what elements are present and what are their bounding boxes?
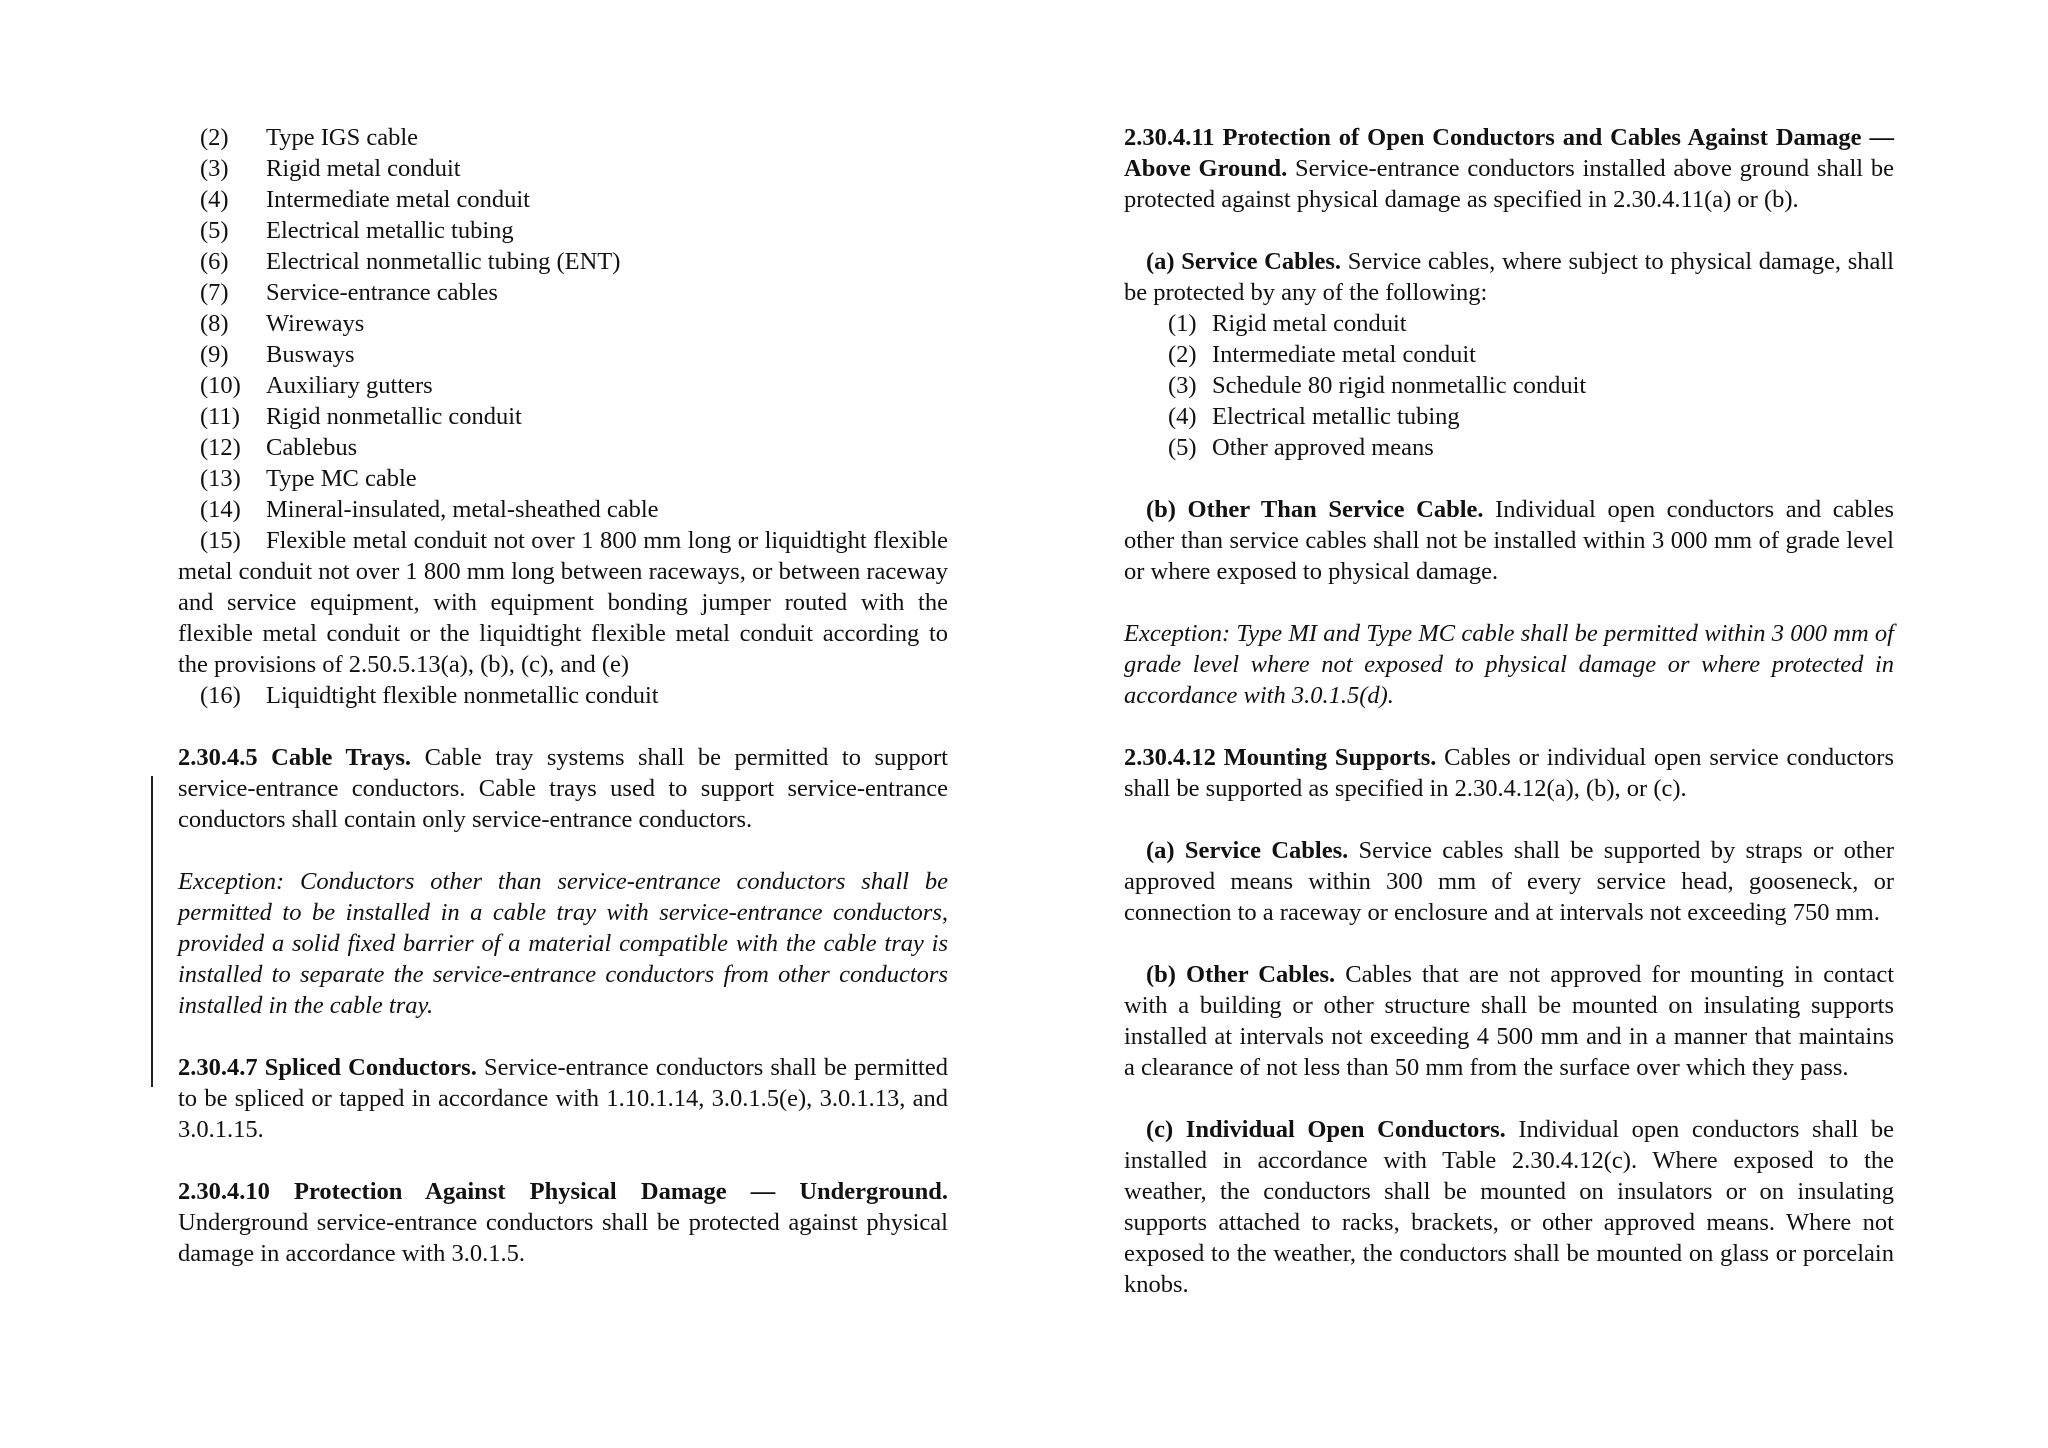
item-text: Electrical nonmetallic tubing (ENT) <box>266 248 621 275</box>
section-heading: 2.30.4.7 Spliced Conductors. <box>178 1054 477 1081</box>
subsection-heading: (c) Individual Open Conductors. <box>1146 1116 1506 1143</box>
item-number: (3) <box>1168 372 1197 399</box>
list-item <box>178 215 948 246</box>
item-number: (5) <box>1168 434 1197 461</box>
item-number: (9) <box>200 341 229 368</box>
raceway-list <box>178 122 948 525</box>
item-number: (2) <box>200 124 229 151</box>
item-number: (4) <box>200 186 229 213</box>
item-text: Other approved means <box>1212 434 1434 461</box>
item-text: Intermediate metal conduit <box>266 186 530 213</box>
item-number: (2) <box>1168 341 1197 368</box>
list-item <box>178 246 948 277</box>
list-item <box>178 494 948 525</box>
left-column <box>178 122 948 1269</box>
exception-type-mi-mc: Exception: Type MI and Type MC cable shall be permitted within 3 000 mm of grade level where not exposed to physical damage or where protected in accordance with 3.0.1.5(d). <box>1124 620 1894 709</box>
subsection-body: Cables that are not approved for mounting in contact with a building or other structure shall be mounted on insulating supports installed at intervals not exceeding 4 500 mm and in a manner that maintains a clearance of not less than 50 mm from the surface over which they pass. <box>1124 961 1894 1081</box>
list-item <box>178 122 948 153</box>
list-item <box>1124 308 1894 339</box>
item-text: Flexible metal conduit not over 1 800 mm long or liquidtight flexible metal conduit not over 1 800 mm long between raceways, or between raceway and service equipment, with equipment bonding jumper routed with the flexible metal conduit or the liquidtight flexible metal conduit according to the provisions of 2.50.5.13(a), (b), (c), and (e) <box>178 527 948 678</box>
item-number: (14) <box>200 496 241 523</box>
section-heading: 2.30.4.11 Protection of Open Conductors and Cables Against Damage — Above Ground. <box>1124 124 1894 182</box>
revision-change-bar <box>151 776 153 1087</box>
item-number: (3) <box>200 155 229 182</box>
section-body: Underground service-entrance conductors shall be protected against physical damage in accordance with 3.0.1.5. <box>178 1209 948 1267</box>
section-heading: 2.30.4.5 Cable Trays. <box>178 744 412 771</box>
section-spliced-conductors <box>178 1052 948 1145</box>
list-item <box>1124 370 1894 401</box>
section-body: Cable tray systems shall be permitted to support service-entrance conductors. Cable trays used to support service-entrance conductors shall contain only service-entrance conductors. <box>178 744 948 833</box>
subsection-other-than-service-cable <box>1124 494 1894 587</box>
right-column <box>1124 122 1894 1300</box>
item-text: Type MC cable <box>266 465 417 492</box>
section-mounting-supports <box>1124 742 1894 804</box>
subsection-service-cables <box>1124 246 1894 308</box>
item-text: Type IGS cable <box>266 124 419 151</box>
subsection-heading: (a) Service Cables. <box>1146 248 1342 275</box>
subsection-individual-open-conductors <box>1124 1114 1894 1300</box>
subsection-heading: (b) Other Cables. <box>1146 961 1336 988</box>
item-text: Rigid nonmetallic conduit <box>266 403 522 430</box>
item-number: (7) <box>200 279 229 306</box>
item-number: (1) <box>1168 310 1197 337</box>
item-number: (8) <box>200 310 229 337</box>
item-text: Wireways <box>266 310 365 337</box>
item-number: (6) <box>200 248 229 275</box>
item-text: Electrical metallic tubing <box>266 217 514 244</box>
item-number: (15) <box>200 527 241 554</box>
item-text: Service-entrance cables <box>266 279 498 306</box>
list-item <box>178 153 948 184</box>
item-text: Cablebus <box>266 434 358 461</box>
item-text: Intermediate metal conduit <box>1212 341 1476 368</box>
subsection-heading: (b) Other Than Service Cable. <box>1146 496 1484 523</box>
section-cable-trays <box>178 742 948 835</box>
subsection-body: Service cables, where subject to physical damage, shall be protected by any of the following: <box>1124 248 1894 306</box>
section-above-ground <box>1124 122 1894 215</box>
item-text: Liquidtight flexible nonmetallic conduit <box>266 682 659 709</box>
item-number: (10) <box>200 372 241 399</box>
section-underground <box>178 1176 948 1269</box>
item-number: (16) <box>200 682 241 709</box>
section-body: Service-entrance conductors shall be permitted to be spliced or tapped in accordance with 1.10.1.14, 3.0.1.5(e), 3.0.1.13, and 3.0.1.15. <box>178 1054 948 1143</box>
list-item <box>178 432 948 463</box>
list-item <box>1124 432 1894 463</box>
list-item <box>178 463 948 494</box>
subsection-other-cables <box>1124 959 1894 1083</box>
list-item <box>1124 401 1894 432</box>
subsection-body: Individual open conductors and cables other than service cables shall not be installed within 3 000 mm of grade level or where exposed to physical damage. <box>1124 496 1895 585</box>
list-item <box>178 277 948 308</box>
section-body: Service-entrance conductors installed above ground shall be protected against physical damage as specified in 2.30.4.11(a) or (b). <box>1124 155 1895 213</box>
list-item <box>178 184 948 215</box>
exception-cable-trays: Exception: Conductors other than service-entrance conductors shall be permitted to be installed in a cable tray with service-entrance conductors, provided a solid fixed barrier of a material compatible with the cable tray is installed to separate the service-entrance conductors from other conductors installed in the cable tray. <box>178 868 948 1019</box>
item-number: (5) <box>200 217 229 244</box>
list-item <box>178 308 948 339</box>
item-text: Rigid metal conduit <box>1212 310 1407 337</box>
item-text: Rigid metal conduit <box>266 155 461 182</box>
item-text: Electrical metallic tubing <box>1212 403 1460 430</box>
subsection-heading: (a) Service Cables. <box>1146 837 1349 864</box>
list-item <box>178 370 948 401</box>
item-number: (4) <box>1168 403 1197 430</box>
section-heading: 2.30.4.12 Mounting Supports. <box>1124 744 1437 771</box>
protection-list <box>1124 308 1894 463</box>
list-item-16 <box>178 680 948 711</box>
subsection-mounting-service-cables <box>1124 835 1894 928</box>
item-text: Auxiliary gutters <box>266 372 433 399</box>
item-number: (13) <box>200 465 241 492</box>
list-item-15 <box>178 525 948 680</box>
list-item <box>1124 339 1894 370</box>
section-body: Cables or individual open service conductors shall be supported as specified in 2.30.4.12(a), (b), or (c). <box>1124 744 1894 802</box>
item-text: Schedule 80 rigid nonmetallic conduit <box>1212 372 1587 399</box>
list-item <box>178 339 948 370</box>
subsection-body: Individual open conductors shall be installed in accordance with Table 2.30.4.12(c). Where exposed to the weather, the conductors shall be mounted on insulators or on insulating supports attached to racks, brackets, or other approved means. Where not exposed to the weather, the conductors shall be mounted on glass or porcelain knobs. <box>1124 1116 1894 1298</box>
item-text: Busways <box>266 341 355 368</box>
item-number: (11) <box>200 403 240 430</box>
subsection-body: Service cables shall be supported by straps or other approved means within 300 mm of every service head, gooseneck, or connection to a raceway or enclosure and at intervals not exceeding 750 mm. <box>1124 837 1894 926</box>
item-text: Mineral-insulated, metal-sheathed cable <box>266 496 659 523</box>
item-number: (12) <box>200 434 241 461</box>
section-heading: 2.30.4.10 Protection Against Physical Damage — Underground. <box>178 1178 948 1205</box>
list-item <box>178 401 948 432</box>
